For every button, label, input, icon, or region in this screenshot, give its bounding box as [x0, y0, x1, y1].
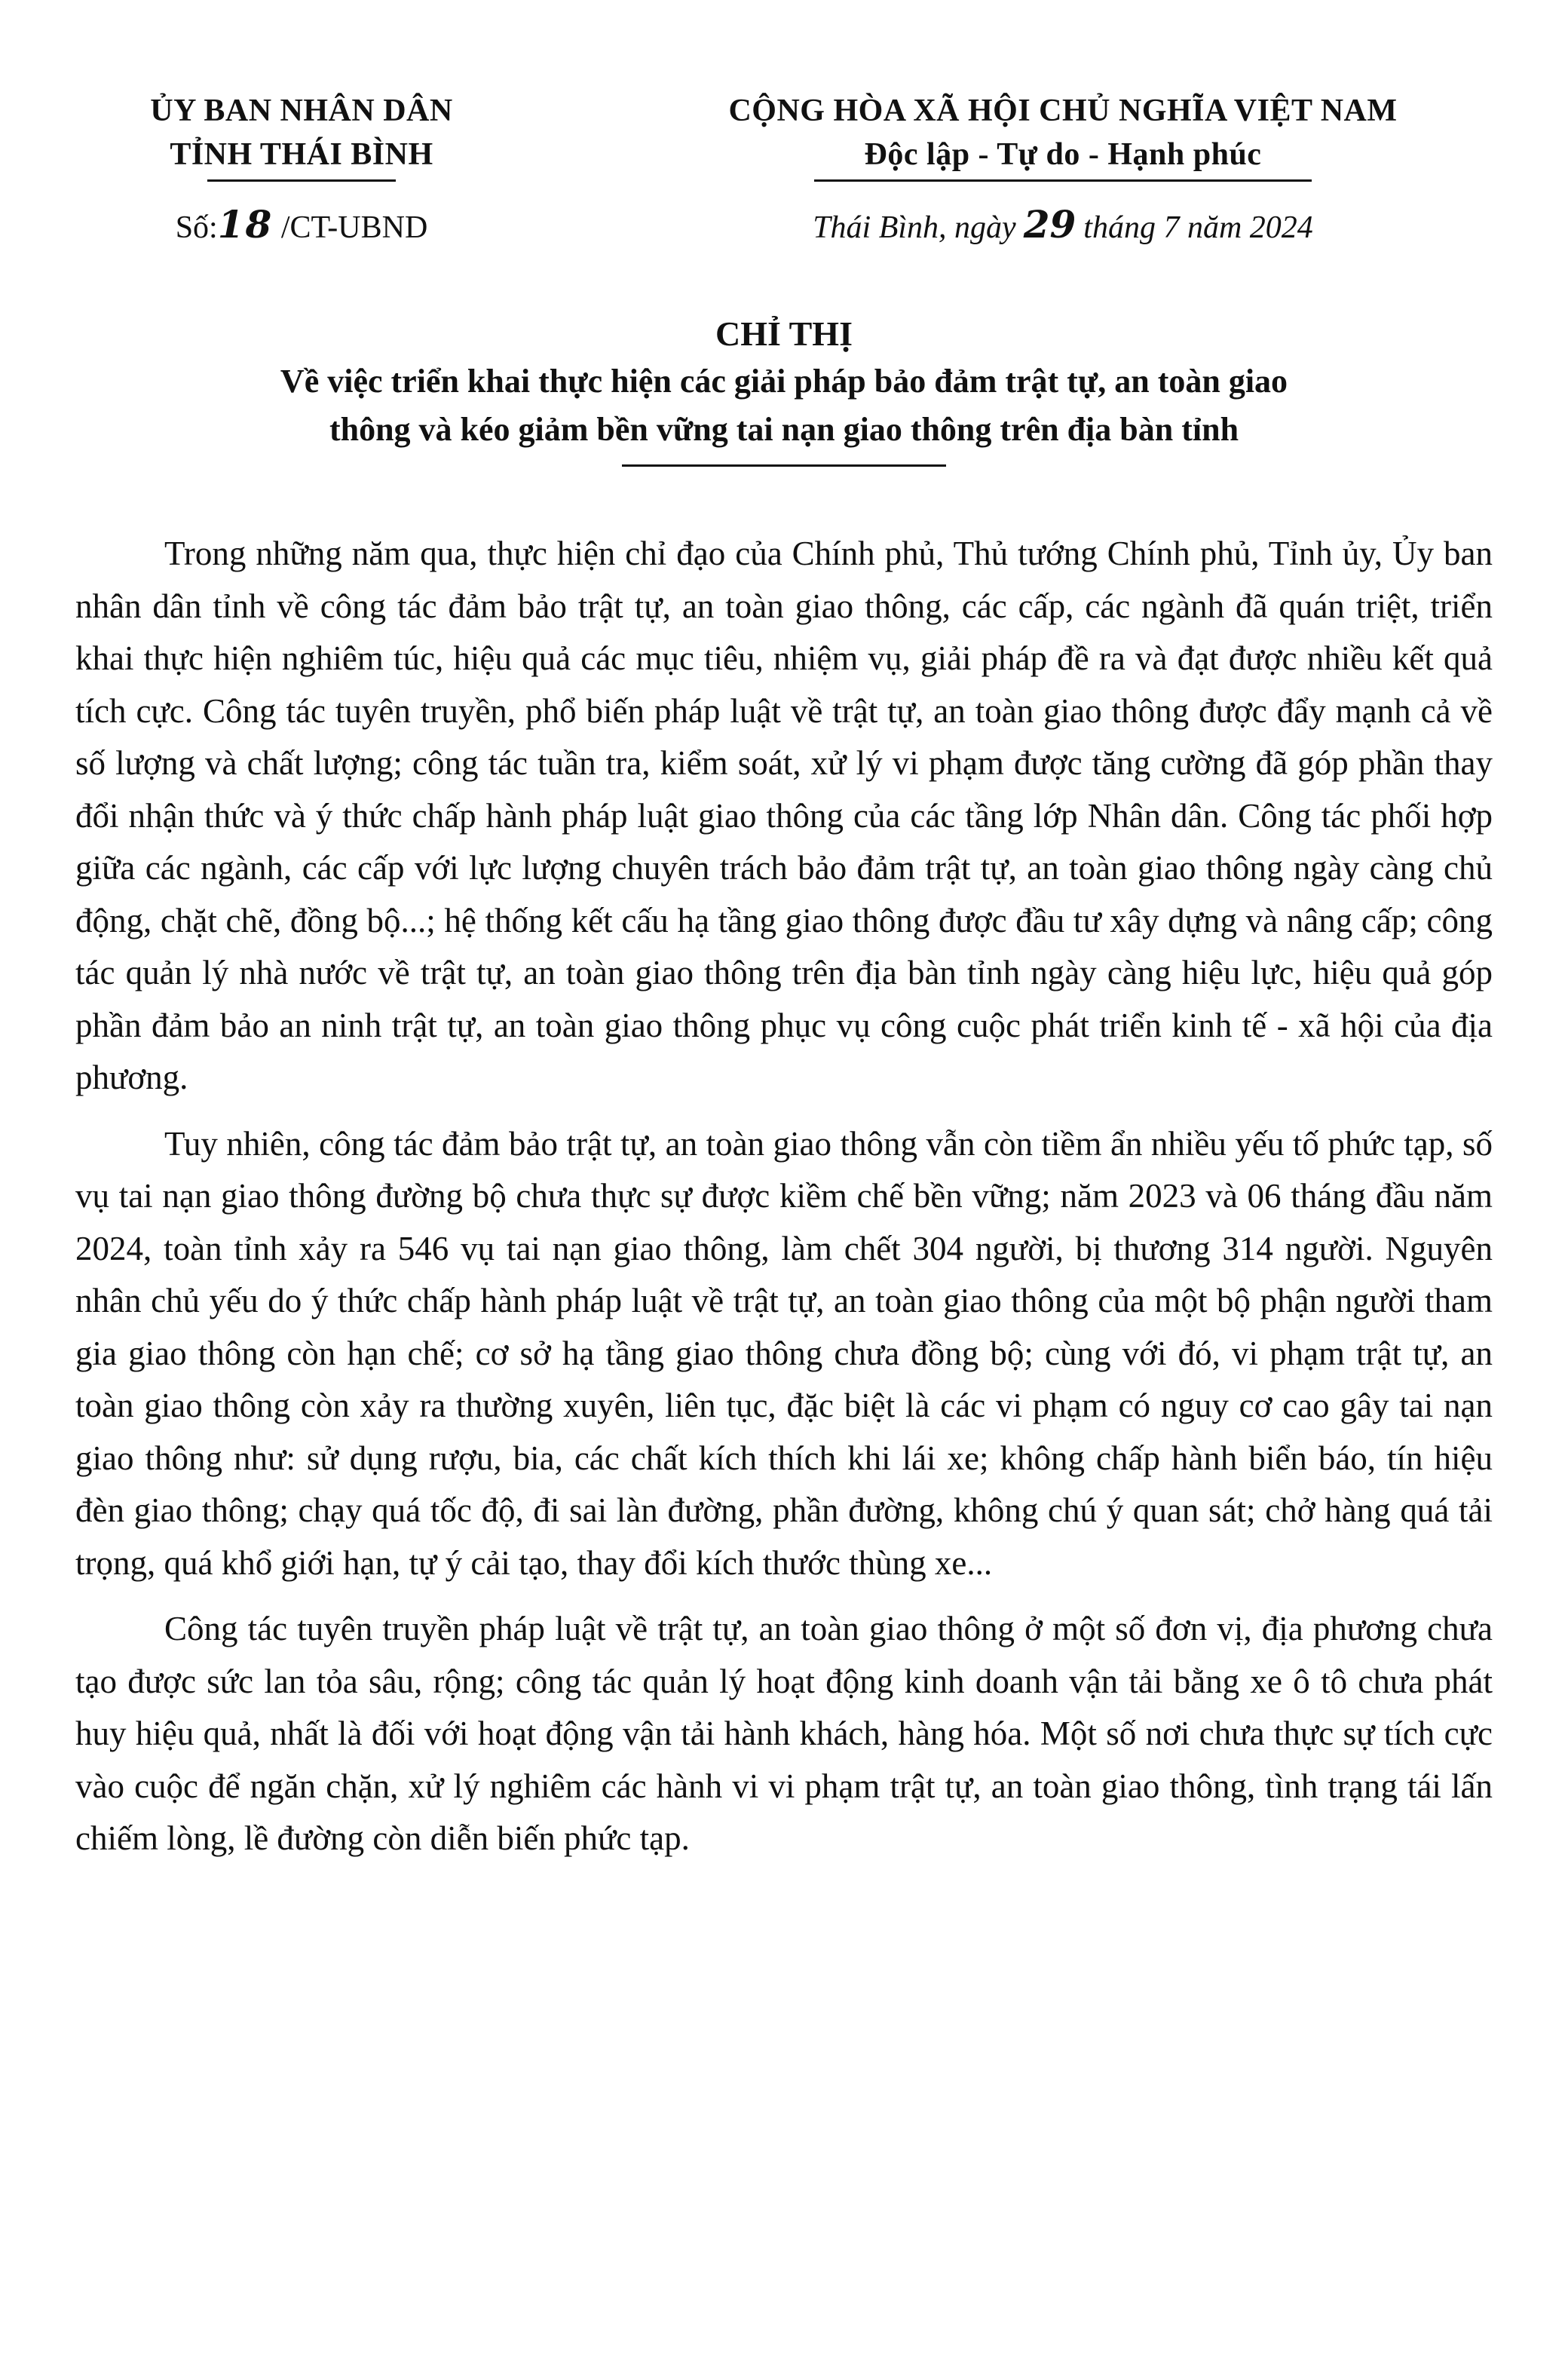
body-paragraph: Tuy nhiên, công tác đảm bảo trật tự, an toàn giao thông vẫn còn tiềm ẩn nhiều yếu tố phức tạp, số vụ tai nạn giao thông đường bộ chưa thực sự được kiềm chế bền vững; năm 2023 và 06 tháng đầu năm 2024, toàn tỉnh xảy ra 546 vụ tai nạn giao thông, làm chết 304 người, bị thương 314 người. Nguyên nhân chủ yếu do ý thức chấp hành pháp luật về trật tự, an toàn giao thông của một bộ phận người tham gia giao thông còn hạn chế; cơ sở hạ tầng giao thông chưa đồng bộ; cùng với đó, vi phạm trật tự, an toàn giao thông còn xảy ra thường xuyên, liên tục, đặc biệt là các vi phạm có nguy cơ cao gây tai nạn giao thông như: sử dụng rượu, bia, các chất kích thích khi lái xe; không chấp hành biển báo, tín hiệu đèn giao thông; chạy quá tốc độ, đi sai làn đường, phần đường, không chú ý quan sát; chở hàng quá tải trọng, quá khổ giới hạn, tự ý cải tạo, thay đổi kích thước thùng xe...	[75, 1124, 1493, 1582]
authority-line-1: ỦY BAN NHÂN DÂN	[150, 93, 453, 128]
title-underline	[622, 464, 946, 467]
body-paragraph: Trong những năm qua, thực hiện chỉ đạo của Chính phủ, Thủ tướng Chính phủ, Tỉnh ủy, Ủy ban nhân dân tỉnh về công tác đảm bảo trật tự, an toàn giao thông, các cấp, các ngành đã quán triệt, triển khai thực hiện nghiêm túc, hiệu quả các mục tiêu, nhiệm vụ, giải pháp đề ra và đạt được nhiều kết quả tích cực. Công tác tuyên truyền, phổ biến pháp luật về trật tự, an toàn giao thông được đẩy mạnh cả về số lượng và chất lượng; công tác tuần tra, kiểm soát, xử lý vi phạm được tăng cường đã góp phần thay đổi nhận thức và ý thức chấp hành pháp luật giao thông của các tầng lớp Nhân dân. Công tác phối hợp giữa các ngành, các cấp với lực lượng chuyên trách bảo đảm trật tự, an toàn giao thông ngày càng chủ động, chặt chẽ, đồng bộ...; hệ thống kết cấu hạ tầng giao thông được đầu tư xây dựng và nâng cấp; công tác quản lý nhà nước về trật tự, an toàn giao thông trên địa bàn tỉnh ngày càng hiệu lực, hiệu quả góp phần đảm bảo an ninh trật tự, an toàn giao thông phục vụ công cuộc phát triển kinh tế - xã hội của địa phương.	[75, 535, 1493, 1096]
document-header	[0, 89, 1568, 270]
document-title	[75, 311, 1493, 467]
subject-line-2: thông và kéo giảm bền vững tai nạn giao thông trên địa bàn tỉnh	[329, 411, 1239, 448]
national-name: CỘNG HÒA XÃ HỘI CHỦ NGHĨA VIỆT NAM	[728, 93, 1398, 128]
document-body	[75, 528, 1493, 1879]
national-motto: Độc lập - Tự do - Hạnh phúc	[864, 137, 1262, 172]
document-type: CHỈ THỊ	[715, 314, 853, 353]
body-paragraph: Công tác tuyên truyền pháp luật về trật tự, an toàn giao thông ở một số đơn vị, địa phương chưa tạo được sức lan tỏa sâu, rộng; công tác quản lý hoạt động kinh doanh vận tải bằng xe ô tô chưa phát huy hiệu quả, nhất là đối với hoạt động vận tải hành khách, hàng hóa. Một số nơi chưa thực sự tích cực vào cuộc để ngăn chặn, xử lý nghiêm các hành vi vi phạm trật tự, an toàn giao thông, tình trạng tái lấn chiếm lòng, lề đường còn diễn biến phức tạp.	[75, 1610, 1493, 1857]
handwritten-day: 29	[1023, 202, 1076, 247]
date-prefix: Thái Bình, ngày	[813, 210, 1016, 245]
date-suffix: tháng 7 năm 2024	[1083, 210, 1313, 245]
authority-underline	[207, 179, 396, 182]
place-and-date	[618, 202, 1508, 247]
motto-underline	[814, 179, 1312, 182]
issuing-authority	[90, 89, 513, 182]
handwritten-number: 18	[217, 202, 274, 247]
document-number	[90, 202, 513, 247]
authority-line-2: TỈNH THÁI BÌNH	[170, 137, 433, 172]
number-prefix: Số:	[175, 210, 218, 245]
subject-line-1: Về việc triển khai thực hiện các giải pháp bảo đảm trật tự, an toàn giao	[280, 363, 1288, 400]
number-suffix: /CT-UBND	[280, 210, 428, 245]
national-title	[618, 89, 1508, 182]
